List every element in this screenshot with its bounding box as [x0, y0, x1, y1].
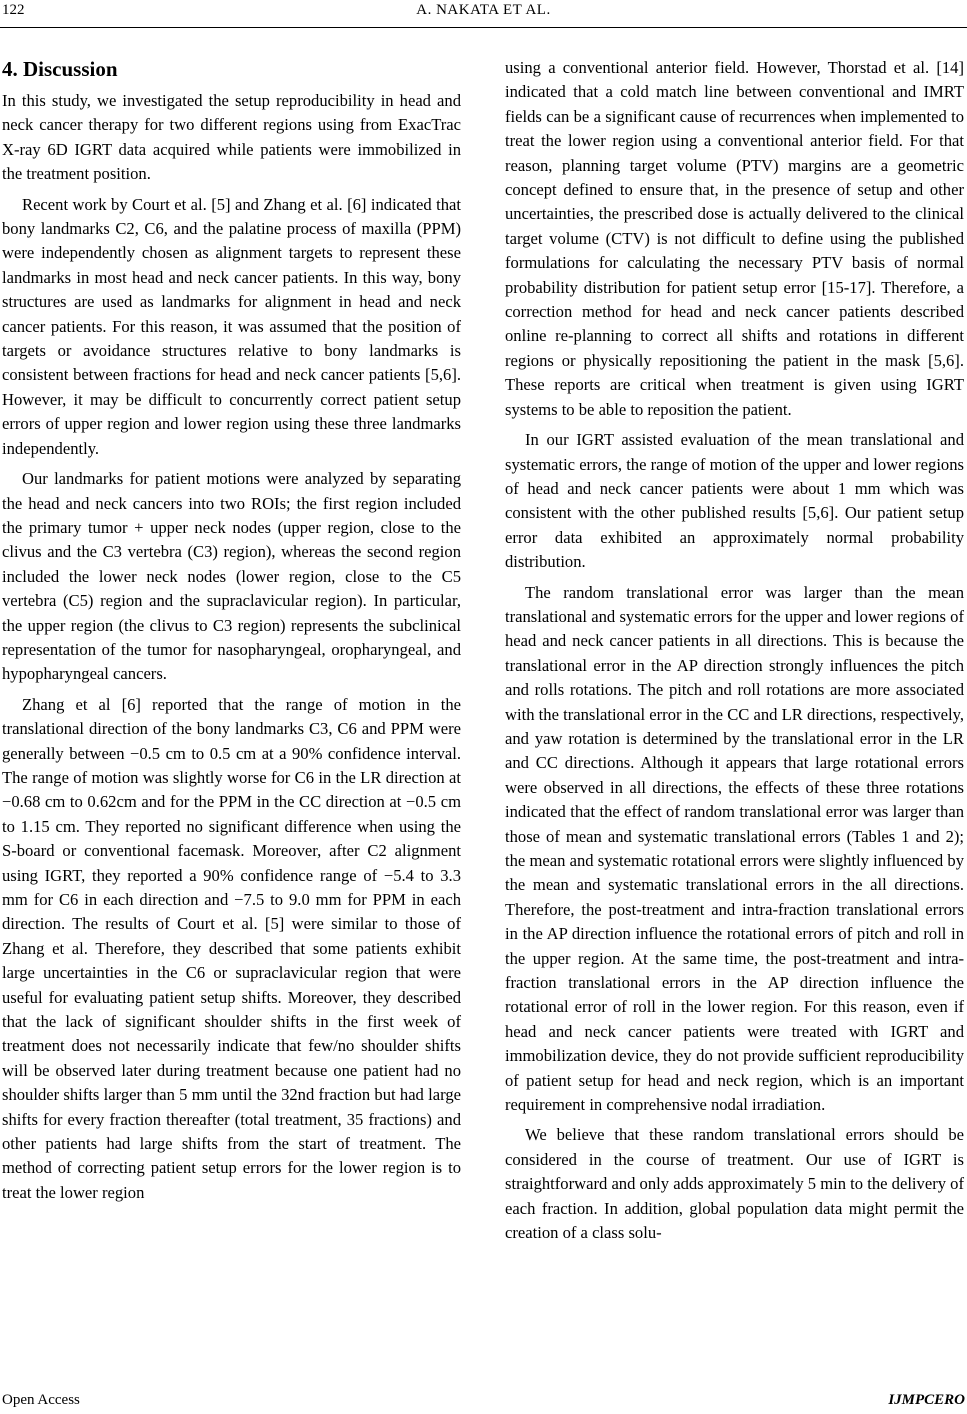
footer-journal: IJMPCERO	[888, 1392, 965, 1408]
page-number: 122	[2, 2, 25, 18]
paragraph: In this study, we investigated the setup reproducibility in head and neck cancer therapy for two different regions using from ExacTrac X-ray 6D IGRT data acquired while patients were immobilized in the treatment position.	[2, 91, 461, 184]
paragraph: Zhang et al [6] reported that the range of motion in the translational direction of the bony landmarks C3, C6 and PPM were generally between −0.5 cm to 0.5 cm at a 90% confidence interval. The range of motion was slightly worse for C6 in the LR direction at −0.68 cm to 0.62cm and for the PPM in the CC direction at −0.5 cm to 1.15 cm. They reported no significant difference when using the S-board or conventional facemask. Moreover, after C2 alignment using IGRT, they reported a 90% confidence range of −5.4 to 3.3 mm for C6 in each direction and −7.5 to 9.0 mm for PPM in each direction. The results of Court et al. [5] were similar to those of Zhang et al. Therefore, they described that some patients exhibit large uncertainties in the C6 or supraclavicular region that were useful for evaluating patient setup shifts. Moreover, they described that the lack of significant shoulder shifts in the first week of treatment does not necessarily indicate that few/no shoulder shifts will be observed later during treatment because one patient had no shoulder shifts larger than 5 mm until the 32nd fraction but had large shifts for every fraction thereafter (total treatment, 35 fractions) and other patients had large shifts from the start of treatment. The method of correcting patient setup errors for the lower region is to treat the lower region	[2, 694, 461, 1202]
paragraph: The random translational error was larger than the mean translational and systematic errors for the upper and lower regions of head and neck cancer patients in all directions. This is because the translational error in the AP direction strongly influences the pitch and rolls rotations. The pitch and roll rotations are more associated with the translational error in the CC and LR directions, respectively, and yaw rotation is determined by the translational error in the LR and CC directions. Although it appears that large rotational errors were observed in all directions, the effects of these three rotations indicated that the effect of random translational error was larger than those of mean and systematic translational errors (Tables 1 and 2); the mean and systematic rotational errors were slightly influenced by the mean and systematic translational errors in the all directions. Therefore, the post-treatment and intra-fraction translational errors in the AP direction influence the rotational errors of pitch and roll in the upper region. At the same time, the post-treatment and intra-fraction translational errors in the AP direction influence the rotational error of roll in the lower region. For this reason, even if head and neck cancer patients were treated with IGRT and immobilization device, they do not provide sufficient reproducibility of patient setup for head and neck region, which is an important requirement in comprehensive nodal irradiation.	[505, 582, 964, 1115]
paragraph: Our landmarks for patient motions were analyzed by separating the head and neck cancers into two ROIs; the first region included the primary tumor + upper neck nodes (upper region, close to the clivus and the C3 vertebra (C3) region), whereas the second region included the lower neck nodes (lower region, close to the C5 vertebra (C5) region and the supraclavicular region). In particular, the upper region (the clivus to C3 region) represents the subclinical representation of the tumor for nasopharyngeal, oropharyngeal, and hypopharyngeal cancers.	[2, 469, 461, 684]
header-rule	[0, 27, 967, 28]
footer-open-access: Open Access	[2, 1392, 80, 1408]
page-footer	[0, 1392, 967, 1412]
paragraph: using a conventional anterior field. However, Thorstad et al. [14] indicated that a cold match line between conventional and IMRT fields can be a significant cause of recurrences when implemented to treat the lower region using a conventional anterior field. For that reason, planning target volume (PTV) margins are a geometric concept defined to ensure that, in the presence of setup and other uncertainties, the prescribed dose is actually delivered to the clinical target volume (CTV) is not difficult to define using the published formulations for calculating the necessary PTV basis of normal probability distribution for patient setup error [15-17]. Therefore, a correction method for head and neck cancer patients described online re-planning to correct all shifts and rotations in different regions or physically repositioning the patient in the mask [5,6]. These reports are critical when treatment is given using IGRT systems to be able to reposition the patient.	[505, 58, 964, 419]
page-header	[0, 0, 967, 30]
right-column	[505, 56, 964, 1246]
paragraph: We believe that these random translational errors should be considered in the course of treatment. Our use of IGRT is straightforward and only adds approximately 5 min to the delivery of each fraction. In addition, global population data might permit the creation of a class solu-	[505, 1125, 964, 1243]
paragraph: In our IGRT assisted evaluation of the mean translational and systematic errors, the range of motion of the upper and lower regions of head and neck cancer patients were about 1 mm which was consistent with the other published results [5,6]. Our patient setup error data exhibited an approximately normal probability distribution.	[505, 430, 964, 572]
running-head: A. NAKATA ET AL.	[416, 2, 551, 18]
paragraph: Recent work by Court et al. [5] and Zhang et al. [6] indicated that bony landmarks C2, C6, and the palatine process of maxilla (PPM) were independently chosen as alignment targets to represent these landmarks in most head and neck cancer patients. In this way, bony structures are used as landmarks for alignment in head and neck cancer patients. For this reason, it was assumed that the position of targets or avoidance structures relative to bony landmarks is consistent between fractions for head and neck cancer patients [5,6]. However, it may be difficult to concurrently correct patient setup errors of upper region and lower region using these three landmarks independently.	[2, 194, 461, 458]
left-column	[2, 56, 461, 1205]
section-title: 4. Discussion	[2, 57, 118, 81]
